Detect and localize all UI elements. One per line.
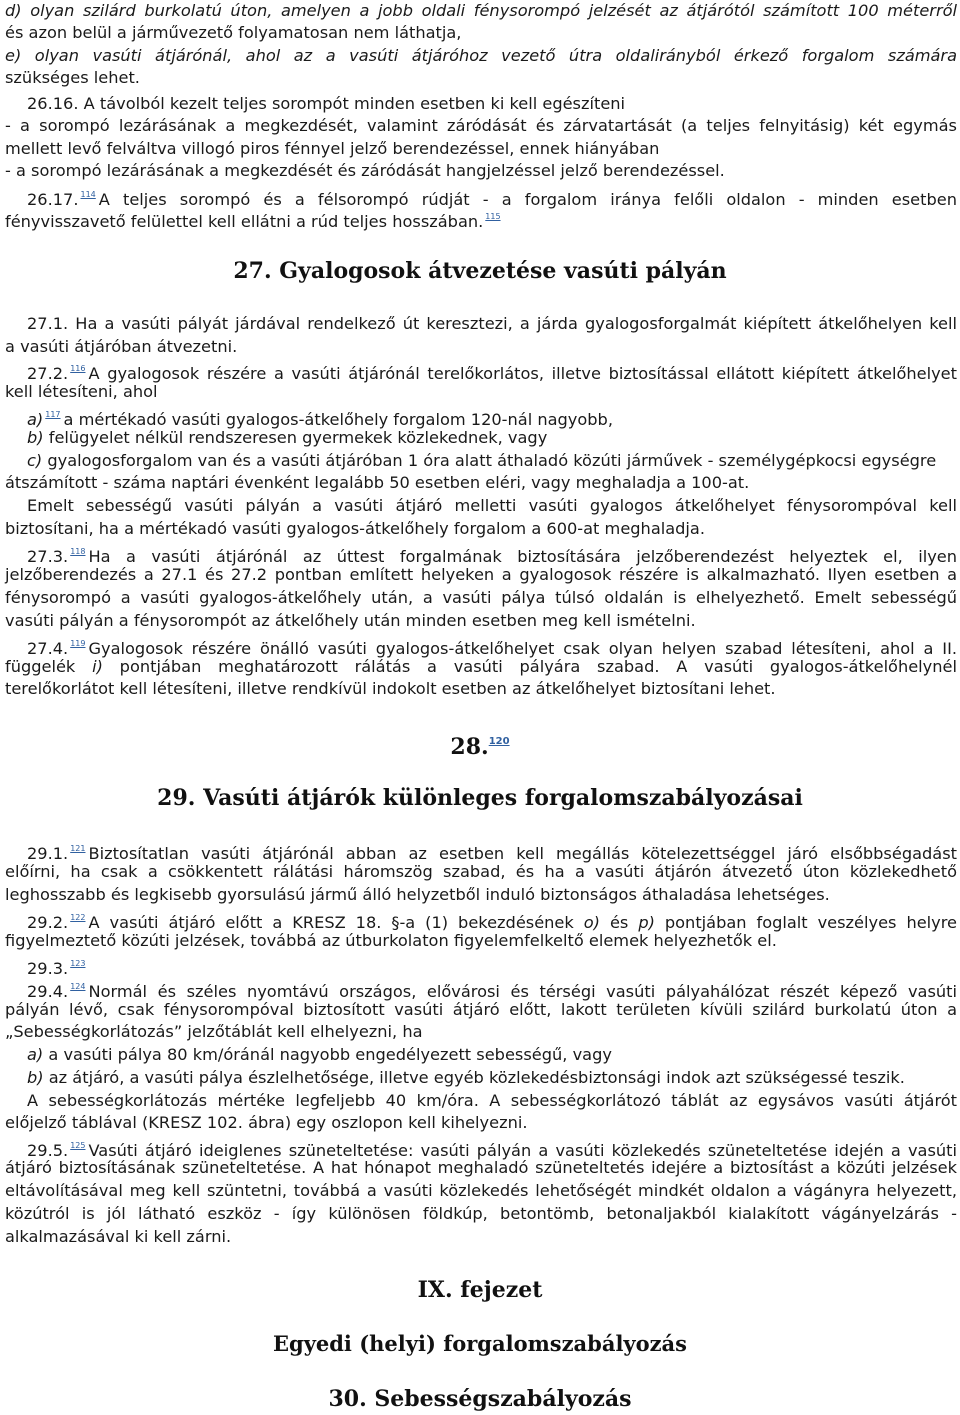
paragraph-line: - a sorompó lezárásának a megkezdését és záródását hangjelzéssel jelző berendezéssel. [5, 161, 725, 180]
footnote-link[interactable]: 121 [70, 844, 86, 853]
list-item: c) gyalogosforgalom van és a vasúti átjáróban 1 óra alatt áthaladó közúti járművek - személygépkocsi egységre [27, 451, 937, 470]
footnote-link[interactable]: 125 [70, 1141, 86, 1150]
paragraph-line: eltávolításával meg kell szüntetni, továbbá a vasúti közlekedés lehetőségét mindkét oldalon a vágányra helyezett, [5, 1181, 957, 1200]
paragraph-line: 29.1. $^{121}$ Biztosítatlan vasúti átjárónál abban az esetben kell megállás kötelezettséggel járó elsőbbségadást [27, 844, 957, 863]
paragraph-line: átjáró biztosításának szüneteltetése. A hat hónapot meghaladó szüneteltetés idejére a biztosítást a közúti jelzések [5, 1158, 957, 1177]
footnote-link[interactable]: 114 [80, 190, 96, 199]
paragraph-line: és azon belül a járművezető folyamatosan nem láthatja, [5, 23, 462, 42]
section-heading-30: 30. Sebességszabályozás [328, 1386, 632, 1412]
footnote-link[interactable]: 123 [70, 959, 86, 968]
list-item: a) $^{117}$ a mértékadó vasúti gyalogos-átkelőhely forgalom 120-nál nagyobb, [27, 410, 613, 429]
footnote-link[interactable]: 118 [70, 547, 86, 556]
paragraph-line: 29.3. $^{123}$ [27, 959, 86, 978]
footnote-link[interactable]: 122 [70, 913, 86, 922]
paragraph-line: „Sebességkorlátozás” jelzőtáblát kell elhelyezni, ha [5, 1022, 423, 1041]
paragraph-line: átszámított - száma naptári évenként legalább 50 esetben eléri, vagy meghaladja a 100-at. [5, 473, 750, 492]
list-item: b) felügyelet nélkül rendszeresen gyermekek közlekednek, vagy [27, 428, 548, 447]
paragraph-line: fényvisszavető felülettel kell ellátni a rúd teljes hosszában. $^{115}$ [5, 212, 501, 231]
paragraph-line: 29.2. $^{122}$ A vasúti átjáró előtt a KRESZ 18. §-a (1) bekezdésének o) és p) pontjában foglalt veszélyes helyre [27, 913, 957, 932]
chapter-title: Egyedi (helyi) forgalomszabályozás [273, 1331, 687, 1356]
footnote-link[interactable]: 115 [485, 212, 501, 221]
paragraph-line: szükséges lehet. [5, 68, 140, 87]
paragraph-line: előírni, ha csak a csökkentett rálátási háromszög szabad, és ha a vasúti átjárón átvezető úton közlekedhető [5, 862, 957, 881]
paragraph-line: pályán lévő, csak fénysorompóval biztosított vasúti átjáró előtt, lakott területen kívüli szilárd burkolatú úton a [5, 1000, 957, 1019]
footnote-link[interactable]: 120 [488, 736, 510, 747]
paragraph-line: jelzőberendezés a 27.1 és 27.2 pontban említett helyeken a gyalogosok részére is alkalmazható. Ilyen esetben a [5, 565, 957, 584]
paragraph-line: - a sorompó lezárásának a megkezdését, valamint záródását és zárvatartását (a teljes felnyitásig) két egymás [5, 116, 957, 135]
paragraph-line: 26.16. A távolból kezelt teljes sorompót minden esetben ki kell egészíteni [27, 94, 626, 113]
paragraph-line: 29.5. $^{125}$ Vasúti átjáró ideiglenes szüneteltetése: vasúti pályán a vasúti közlekedés szüneteltetése idején a vasúti [27, 1141, 957, 1160]
footnote-link[interactable]: 116 [70, 364, 86, 373]
paragraph-line: terelőkorlátot kell létesíteni, illetve rendkívül indokolt esetben az átkelőhelyet biztosítani lehet. [5, 679, 776, 698]
paragraph-line: 26.17. $^{114}$ A teljes sorompó és a félsorompó rúdját - a forgalom iránya felőli oldalon - minden esetben [27, 190, 957, 209]
paragraph-line: függelék i) pontjában meghatározott rálátás a vasúti pályára szabad. A vasúti gyalogos-átkelőhelynél [5, 657, 957, 676]
chapter-heading: IX. fejezet [417, 1277, 543, 1303]
paragraph-line: leghosszabb és legkisebb gyorsulású jármű álló helyzetből induló biztonságos áthaladása lehetséges. [5, 885, 830, 904]
paragraph-line: e) olyan vasúti átjárónál, ahol az a vasúti átjáróhoz vezető útra oldalirányból érkező forgalom számára [5, 46, 957, 65]
paragraph-line: 27.1. Ha a vasúti pályát járdával rendelkező út keresztezi, a járda gyalogosforgalmát kiépített átkelőhelyen kell [27, 314, 957, 333]
paragraph-line: alkalmazásával ki kell zárni. [5, 1227, 232, 1246]
paragraph-line: a vasúti átjáróban átvezetni. [5, 337, 238, 356]
footnote-link[interactable]: 119 [70, 639, 86, 648]
paragraph-line: 27.4. $^{119}$ Gyalogosok részére önálló vasúti gyalogos-átkelőhelyet csak olyan helyen szabad létesíteni, ahol a II. [27, 639, 957, 658]
footnote-link[interactable]: 117 [45, 410, 61, 419]
section-heading-28: 28.$^{120}$ [450, 734, 510, 760]
list-item: a) a vasúti pálya 80 km/óránál nagyobb engedélyezett sebességű, vagy [27, 1045, 612, 1064]
paragraph-line: Emelt sebességű vasúti pályán a vasúti átjáró melletti vasúti gyalogos átkelőhelyet fénysorompóval kell [27, 496, 957, 515]
paragraph-line: közútról is jól látható eszköz - így különösen földkúp, betontömb, betonaljakból kialakított vágányelzárás - [5, 1204, 957, 1223]
paragraph-line: figyelmeztető közúti jelzések, továbbá az útburkolaton figyelemfelkeltő elemek helyezhetők el. [5, 931, 777, 950]
paragraph-line: fénysorompó a vasúti gyalogos-átkelőhely után, a vasúti pálya túlsó oldalán is elhelyezhető. Emelt sebességű [5, 588, 957, 607]
footnote-link[interactable]: 124 [70, 982, 86, 991]
section-heading-27: 27. Gyalogosok átvezetése vasúti pályán [233, 258, 727, 284]
paragraph-line: előjelző táblával (KRESZ 102. ábra) egy oszlopon kell kihelyezni. [5, 1113, 528, 1132]
paragraph-line: 27.3. $^{118}$ Ha a vasúti átjárónál az úttest forgalmának biztosítására jelzőberendezést helyeztek el, ilyen [27, 547, 957, 566]
paragraph-line: vasúti pályán a fénysorompót az átkelőhely után minden esetben meg kell ismételni. [5, 611, 696, 630]
list-item: b) az átjáró, a vasúti pálya észlelhetősége, illetve egyéb közlekedésbiztonsági indok azt szükségessé teszik. [27, 1068, 905, 1087]
paragraph-line: biztosítani, ha a mértékadó vasúti gyalogos-átkelőhely forgalom a 600-at meghaladja. [5, 519, 705, 538]
paragraph-line: A sebességkorlátozás mértéke legfeljebb 40 km/óra. A sebességkorlátozó táblát az egysávos vasúti átjárót [27, 1091, 957, 1110]
section-heading-29: 29. Vasúti átjárók különleges forgalomszabályozásai [157, 785, 803, 811]
paragraph-line: 27.2. $^{116}$ A gyalogosok részére a vasúti átjárónál terelőkorlátos, illetve biztosítással ellátott kiépített átkelőhelyet [27, 364, 957, 383]
paragraph-line: mellett levő felváltva villogó piros fénnyel jelző berendezéssel, ennek hiányában [5, 139, 660, 158]
paragraph-line: kell létesíteni, ahol [5, 382, 158, 401]
paragraph-line: 29.4. $^{124}$ Normál és széles nyomtávú országos, elővárosi és térségi vasúti pályahálózat részét képező vasúti [27, 982, 957, 1001]
paragraph-line: d) olyan szilárd burkolatú úton, amelyen a jobb oldali fénysorompó jelzését az átjárótól számított 100 méterről [5, 1, 957, 20]
